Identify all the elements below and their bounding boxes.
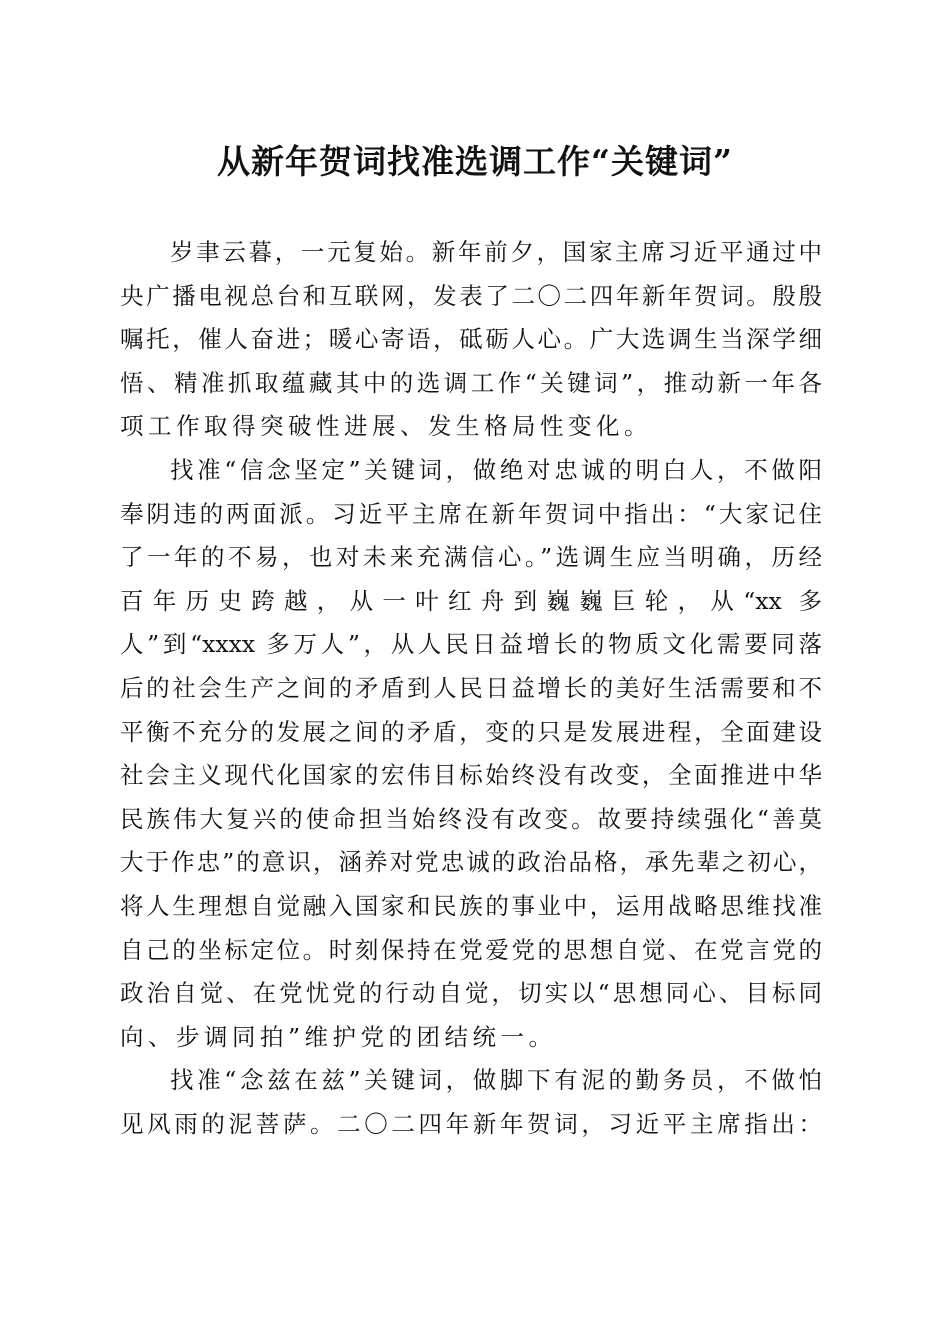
text-line: 奉阴违的两面派。习近平主席在新年贺词中指出：“大家记住 [120,499,822,528]
text-line: 悟、精准抓取蕴藏其中的选调工作“关键词”，推动新一年各 [120,368,822,397]
text-line: 后的社会生产之间的矛盾到人民日益增长的美好生活需要和不 [120,673,822,702]
text-line: 了一年的不易，也对未来充满信心。”选调生应当明确，历经 [120,543,822,572]
text-line: 平衡不充分的发展之间的矛盾，变的只是发展进程，全面建设 [120,717,822,746]
text-line: 政治自觉、在党忧党的行动自觉，切实以“思想同心、目标同 [120,979,822,1008]
text-line: 央广播电视总台和互联网，发表了二〇二四年新年贺词。殷殷 [120,281,822,310]
text-line: 找准“信念坚定”关键词，做绝对忠诚的明白人，不做阳 [170,455,822,484]
text-line: 社会主义现代化国家的宏伟目标始终没有改变，全面推进中华 [120,761,822,790]
text-line: 民族伟大复兴的使命担当始终没有改变。故要持续强化“善莫 [120,804,822,833]
text-line: 向、步调同拍”维护党的团结统一。 [120,1022,557,1051]
document-title: 从新年贺词找准选调工作“关键词” [217,142,733,181]
text-line: 见风雨的泥菩萨。二〇二四年新年贺词，习近平主席指出： [120,1109,822,1138]
paragraph [120,231,822,449]
text-line: 人”到“xxxx 多万人”，从人民日益增长的物质文化需要同落 [120,630,822,659]
text-line: 大于作忠”的意识，涵养对党忠诚的政治品格，承先辈之初心， [120,848,822,877]
paragraph [120,1059,822,1146]
text-line: 将人生理想自觉融入国家和民族的事业中，运用战略思维找准 [120,891,822,920]
text-line: 百年历史跨越，从一叶红舟到巍巍巨轮，从“xx 多 [120,586,822,615]
text-line: 项工作取得突破性进展、发生格局性变化。 [120,412,652,441]
text-line: 岁聿云暮，一元复始。新年前夕，国家主席习近平通过中 [170,238,822,266]
text-line: 自己的坐标定位。时刻保持在党爱党的思想自觉、在党言党的 [120,935,822,964]
text-line: 嘱托，催人奋进；暖心寄语，砥砺人心。广大选调生当深学细 [120,325,822,354]
paragraph [120,449,822,1059]
text-line: 找准“念兹在兹”关键词，做脚下有泥的勤务员，不做怕 [170,1066,822,1095]
document-body [120,231,822,1146]
